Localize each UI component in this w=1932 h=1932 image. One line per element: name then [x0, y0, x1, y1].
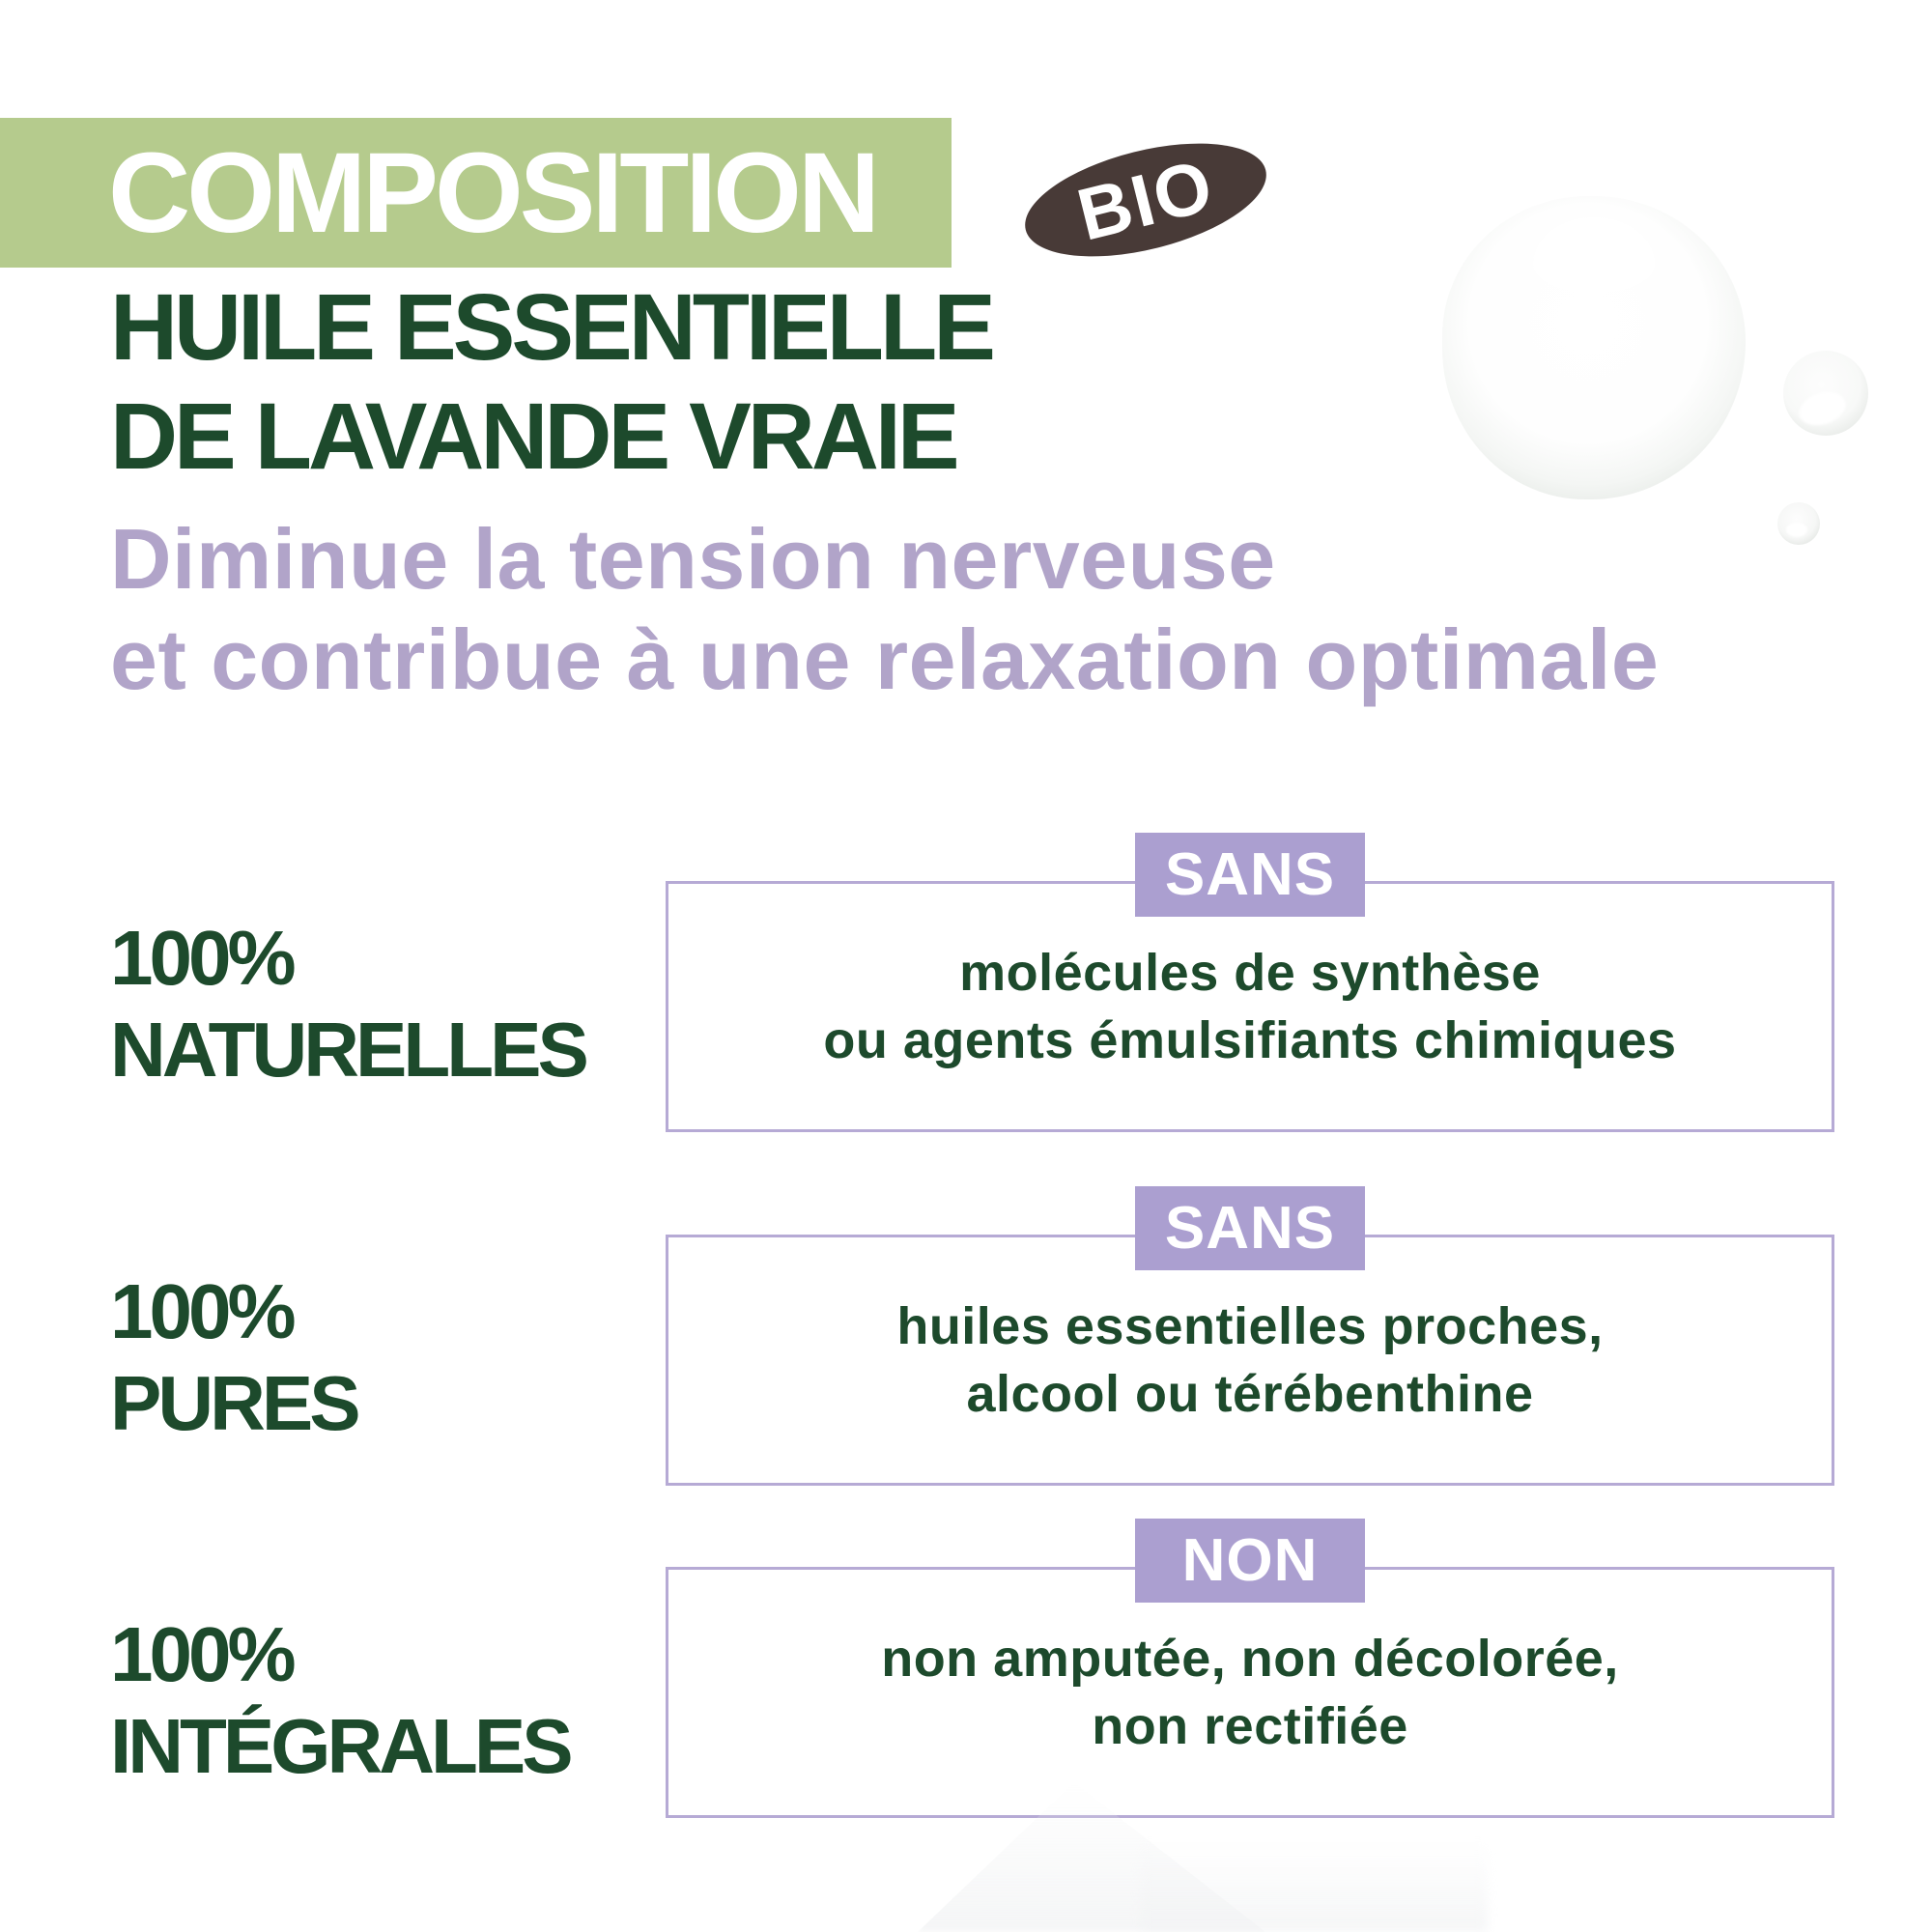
product-title-line2: DE LAVANDE VRAIE — [110, 384, 956, 489]
composition-banner — [0, 118, 952, 268]
claim-badge-sans-2 — [1135, 1186, 1365, 1270]
small-oil-droplet-icon — [1777, 502, 1820, 545]
claim-box-text — [668, 1625, 1832, 1760]
claim-word: PURES — [110, 1360, 357, 1446]
claim-word: INTÉGRALES — [110, 1703, 570, 1789]
claim-word: NATURELLES — [110, 1007, 585, 1093]
claim-badge-sans-1 — [1135, 833, 1365, 917]
claim-percent: 100% — [110, 1611, 293, 1697]
claim-badge-non — [1135, 1519, 1365, 1603]
benefit-subtitle-line1: Diminue la tension nerveuse — [110, 511, 1276, 607]
claim-label-integrales — [110, 1608, 570, 1792]
claim-box-pures — [666, 1195, 1834, 1486]
benefit-subtitle — [110, 509, 1659, 710]
benefit-subtitle-line2: et contribue à une relaxation optimale — [110, 611, 1660, 707]
claim-badge-label: NON — [1181, 1527, 1319, 1594]
claim-box-line2: non rectifiée — [1092, 1697, 1408, 1755]
claim-box-line1: molécules de synthèse — [959, 944, 1541, 1002]
claim-percent: 100% — [110, 1268, 293, 1354]
large-oil-droplet-icon — [1442, 196, 1746, 499]
claim-box-integrales — [666, 1527, 1834, 1818]
claim-percent: 100% — [110, 915, 293, 1001]
claim-box-line1: huiles essentielles proches, — [896, 1297, 1604, 1355]
medium-oil-droplet-icon — [1783, 351, 1868, 436]
product-title — [110, 272, 992, 491]
claim-box-text — [668, 939, 1832, 1074]
bio-badge-label: BIO — [1069, 143, 1222, 257]
claim-box-line1: non amputée, non décolorée, — [881, 1630, 1619, 1688]
claim-label-pures — [110, 1265, 357, 1449]
claim-box-line2: ou agents émulsifiants chimiques — [823, 1011, 1677, 1069]
banner-title: COMPOSITION — [108, 128, 877, 257]
claim-badge-label: SANS — [1164, 1195, 1336, 1262]
claim-label-naturelles — [110, 912, 585, 1095]
claim-badge-label: SANS — [1164, 841, 1336, 908]
claim-box-line2: alcool ou térébenthine — [966, 1365, 1534, 1423]
product-title-line1: HUILE ESSENTIELLE — [110, 274, 992, 380]
claim-box-naturelles — [666, 841, 1834, 1132]
faint-watermark-shape — [1140, 1840, 1488, 1932]
claim-box-text — [668, 1293, 1832, 1428]
bio-badge — [1013, 123, 1277, 278]
